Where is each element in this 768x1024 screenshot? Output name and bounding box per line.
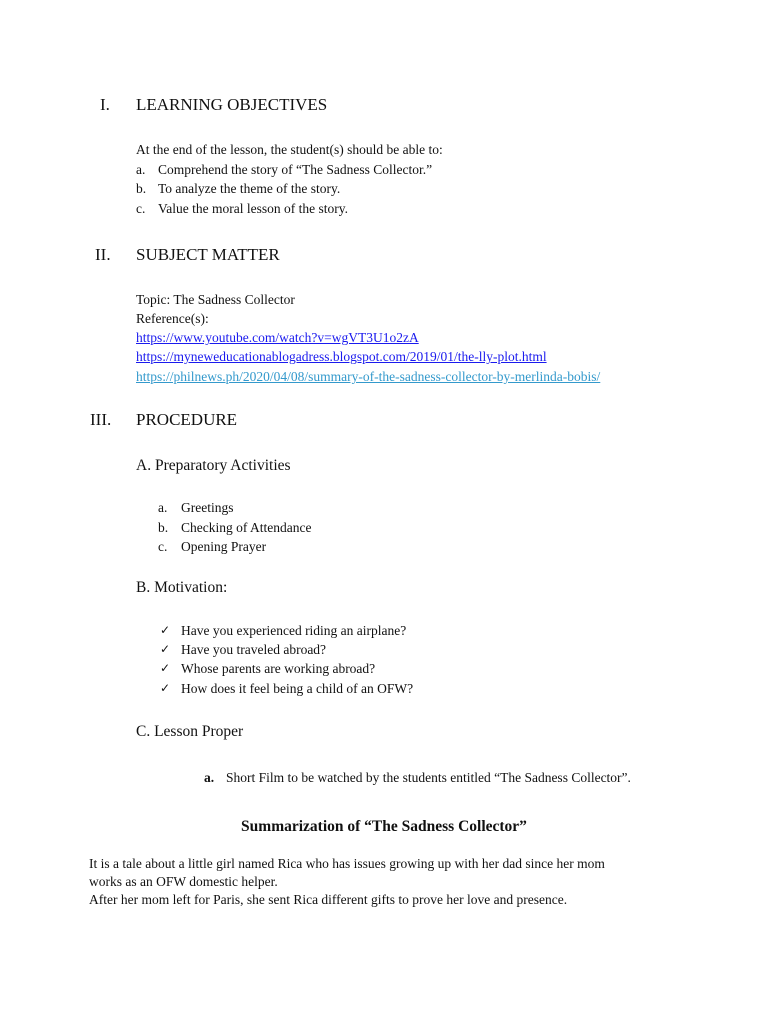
list-item: Value the moral lesson of the story. [158, 201, 348, 216]
checkmark-icon: ✓ [160, 681, 171, 695]
objectives-intro: At the end of the lesson, the student(s) should be able to: [136, 142, 443, 157]
list-item: Greetings [181, 500, 234, 515]
reference-link-philnews[interactable]: https://philnews.ph/2020/04/08/summary-of-the-sadness-collector-by-merlinda-bobis/ [136, 369, 601, 384]
section-title-subject: SUBJECT MATTER [136, 245, 280, 264]
subsection-title-lesson: C. Lesson Proper [136, 723, 244, 740]
checkmark-icon: ✓ [160, 642, 171, 656]
section-numeral: I. [100, 95, 110, 114]
section-title-objectives: LEARNING OBJECTIVES [136, 95, 328, 114]
list-item: How does it feel being a child of an OFW? [181, 681, 414, 696]
list-item: Opening Prayer [181, 539, 267, 554]
list-item: Have you experienced riding an airplane? [181, 623, 407, 638]
list-marker: b. [136, 181, 147, 196]
list-item: Comprehend the story of “The Sadness Collector.” [158, 162, 433, 177]
list-marker: c. [158, 539, 168, 554]
references-label: Reference(s): [136, 311, 209, 326]
summary-line: It is a tale about a little girl named Rica who has issues growing up with her dad since her mom [89, 856, 605, 871]
subsection-title-motivation: B. Motivation: [136, 579, 228, 596]
checkmark-icon: ✓ [160, 661, 171, 675]
section-numeral: III. [90, 410, 112, 429]
lesson-proper-item: Short Film to be watched by the students entitled “The Sadness Collector”. [226, 770, 631, 785]
section-numeral: II. [95, 245, 111, 264]
summary-title: Summarization of “The Sadness Collector” [241, 818, 527, 835]
list-marker: a. [136, 162, 146, 177]
list-item: Whose parents are working abroad? [181, 661, 376, 676]
reference-link-blog[interactable]: https://myneweducationablogadress.blogspot.com/2019/01/the-lly-plot.html [136, 349, 547, 364]
topic-line: Topic: The Sadness Collector [136, 292, 295, 307]
subsection-title-preparatory: A. Preparatory Activities [136, 457, 291, 474]
summary-line: After her mom left for Paris, she sent Rica different gifts to prove her love and presence. [89, 892, 568, 907]
list-marker: a. [204, 770, 215, 785]
list-marker: a. [158, 500, 168, 515]
list-marker: b. [158, 520, 169, 535]
summary-line: works as an OFW domestic helper. [89, 874, 278, 889]
list-marker: c. [136, 201, 146, 216]
list-item: To analyze the theme of the story. [158, 181, 341, 196]
reference-link-youtube[interactable]: https://www.youtube.com/watch?v=wgVT3U1o2zA [136, 330, 419, 345]
list-item: Checking of Attendance [181, 520, 312, 535]
checkmark-icon: ✓ [160, 623, 171, 637]
list-item: Have you traveled abroad? [181, 642, 327, 657]
section-title-procedure: PROCEDURE [136, 410, 238, 429]
